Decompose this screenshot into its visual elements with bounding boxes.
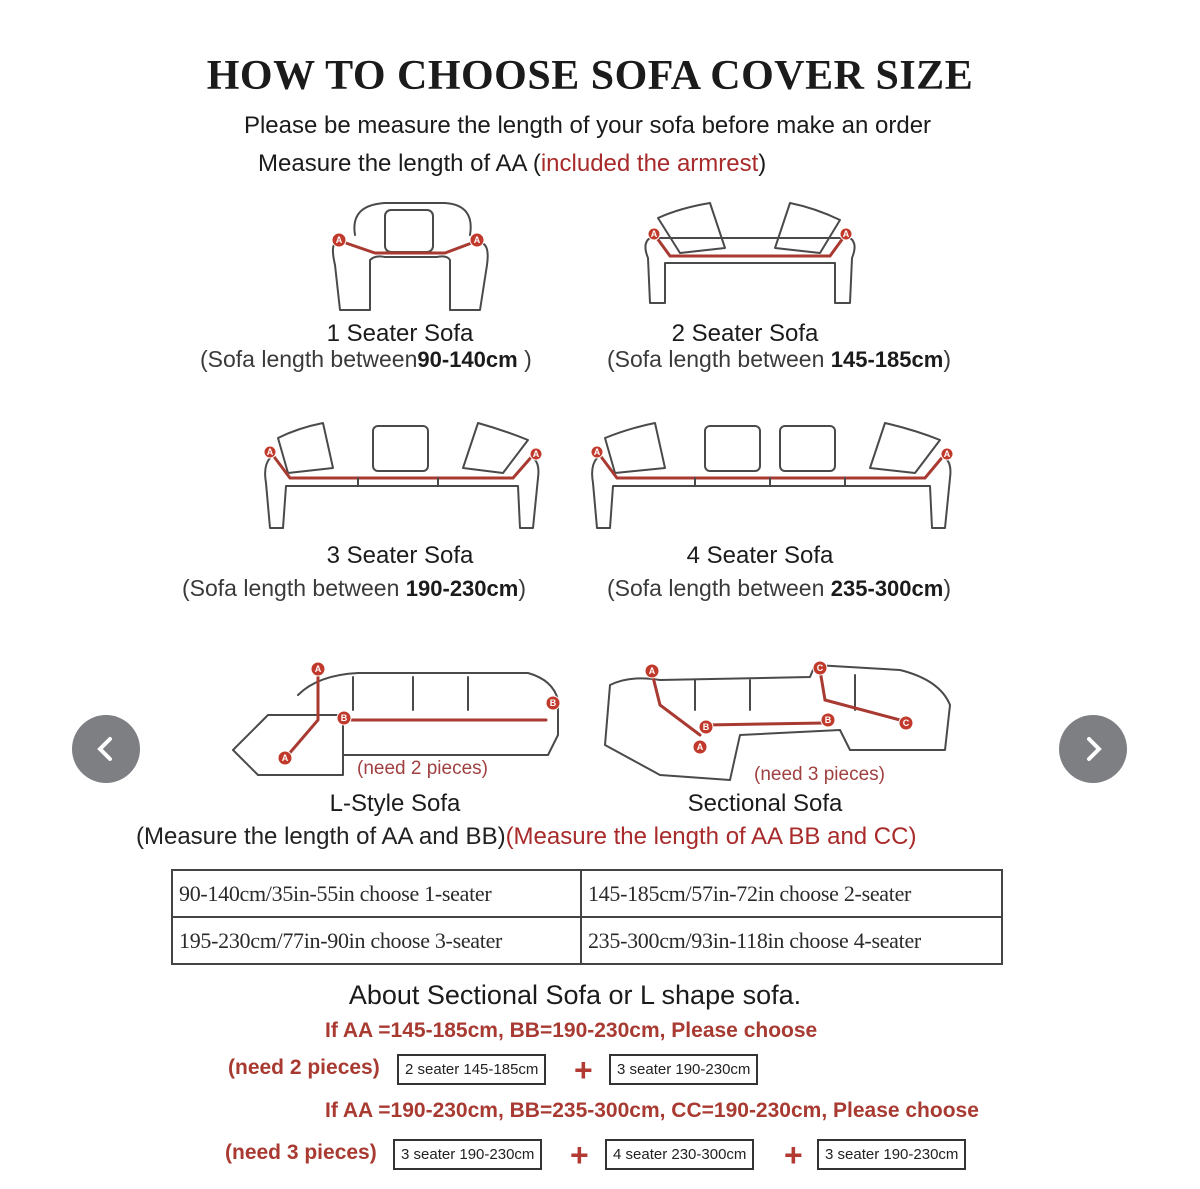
plus-sign: + xyxy=(574,1052,593,1088)
chevron-right-icon xyxy=(1078,734,1108,764)
range-value: 90-140cm xyxy=(417,347,518,372)
table-cell: 90-140cm/35in-55in choose 1-seater xyxy=(172,870,581,917)
condition-three-pieces: If AA =190-230cm, BB=235-300cm, CC=190-230cm, Please choose xyxy=(325,1099,979,1122)
range-value: 235-300cm xyxy=(830,576,944,601)
instruction-text: Please be measure the length of your sofa before make an order xyxy=(243,112,932,139)
two-seater-illustration xyxy=(640,198,860,313)
four-seater-label: 4 Seater Sofa xyxy=(686,542,834,569)
about-heading: About Sectional Sofa or L shape sofa. xyxy=(348,980,802,1010)
range-suffix: ) xyxy=(943,346,951,372)
svg-text:A: A xyxy=(943,449,951,459)
need-three-pieces: (need 3 pieces) xyxy=(225,1141,377,1164)
choice-box: 3 seater 190-230cm xyxy=(817,1139,966,1170)
svg-text:C: C xyxy=(902,718,910,728)
measure-suffix: ) xyxy=(758,150,767,177)
one-seater-label: 1 Seater Sofa xyxy=(326,320,474,347)
svg-text:A: A xyxy=(532,449,540,459)
choice-box: 3 seater 190-230cm xyxy=(609,1054,758,1085)
four-seater-range xyxy=(607,575,951,602)
svg-text:A: A xyxy=(266,447,274,457)
measure-notes xyxy=(136,823,916,851)
l-style-measure: (Measure the length of AA and BB) xyxy=(136,823,506,850)
table-cell: 145-185cm/57in-72in choose 2-seater xyxy=(581,870,1002,917)
page-title: HOW TO CHOOSE SOFA COVER SIZE xyxy=(206,53,974,99)
range-suffix: ) xyxy=(518,575,526,601)
svg-text:B: B xyxy=(340,713,348,723)
three-seater-label: 3 Seater Sofa xyxy=(326,542,474,569)
carousel-prev-button[interactable] xyxy=(72,715,140,783)
range-value: 190-230cm xyxy=(405,576,519,601)
range-prefix: (Sofa length between xyxy=(182,575,400,601)
one-seater-range xyxy=(200,346,532,373)
svg-text:A: A xyxy=(314,664,322,674)
sectional-measure: (Measure the length of AA BB and CC) xyxy=(505,823,917,850)
svg-text:A: A xyxy=(335,235,343,245)
l-style-need: (need 2 pieces) xyxy=(357,758,488,779)
svg-text:A: A xyxy=(842,229,850,239)
range-prefix: (Sofa length between xyxy=(607,346,825,372)
svg-text:A: A xyxy=(593,447,601,457)
range-prefix: (Sofa length between xyxy=(200,346,418,372)
table-row xyxy=(172,917,1002,964)
three-seater-illustration xyxy=(258,418,548,543)
choice-box: 2 seater 145-185cm xyxy=(397,1054,546,1085)
range-suffix: ) xyxy=(524,346,532,372)
need-two-pieces: (need 2 pieces) xyxy=(228,1056,380,1079)
measure-prefix: Measure the length of AA ( xyxy=(258,150,541,177)
svg-text:B: B xyxy=(824,715,832,725)
svg-text:A: A xyxy=(648,666,656,676)
svg-text:C: C xyxy=(816,663,824,673)
chevron-left-icon xyxy=(91,734,121,764)
two-seater-label: 2 Seater Sofa xyxy=(671,320,819,347)
table-cell: 195-230cm/77in-90in choose 3-seater xyxy=(172,917,581,964)
svg-text:A: A xyxy=(473,235,481,245)
range-suffix: ) xyxy=(943,575,951,601)
svg-text:A: A xyxy=(650,229,658,239)
svg-text:A: A xyxy=(281,753,289,763)
sectional-label: Sectional Sofa xyxy=(687,790,843,817)
three-seater-range xyxy=(182,575,526,602)
sectional-need: (need 3 pieces) xyxy=(754,764,885,785)
choice-box: 3 seater 190-230cm xyxy=(393,1139,542,1170)
measure-highlight: included the armrest xyxy=(540,150,759,177)
table-cell: 235-300cm/93in-118in choose 4-seater xyxy=(581,917,1002,964)
svg-text:B: B xyxy=(702,722,710,732)
size-table xyxy=(171,869,1003,965)
two-seater-range xyxy=(607,346,951,373)
l-style-label: L-Style Sofa xyxy=(329,790,461,817)
range-prefix: (Sofa length between xyxy=(607,575,825,601)
svg-text:B: B xyxy=(549,698,557,708)
choice-box: 4 seater 230-300cm xyxy=(605,1139,754,1170)
carousel-next-button[interactable] xyxy=(1059,715,1127,783)
condition-two-pieces: If AA =145-185cm, BB=190-230cm, Please choose xyxy=(325,1019,818,1042)
plus-sign: + xyxy=(570,1137,589,1173)
four-seater-illustration xyxy=(585,418,960,543)
svg-text:A: A xyxy=(696,742,704,752)
table-row xyxy=(172,870,1002,917)
measure-instruction xyxy=(258,150,766,178)
one-seater-illustration xyxy=(325,195,495,315)
plus-sign: + xyxy=(784,1137,803,1173)
range-value: 145-185cm xyxy=(830,347,944,372)
